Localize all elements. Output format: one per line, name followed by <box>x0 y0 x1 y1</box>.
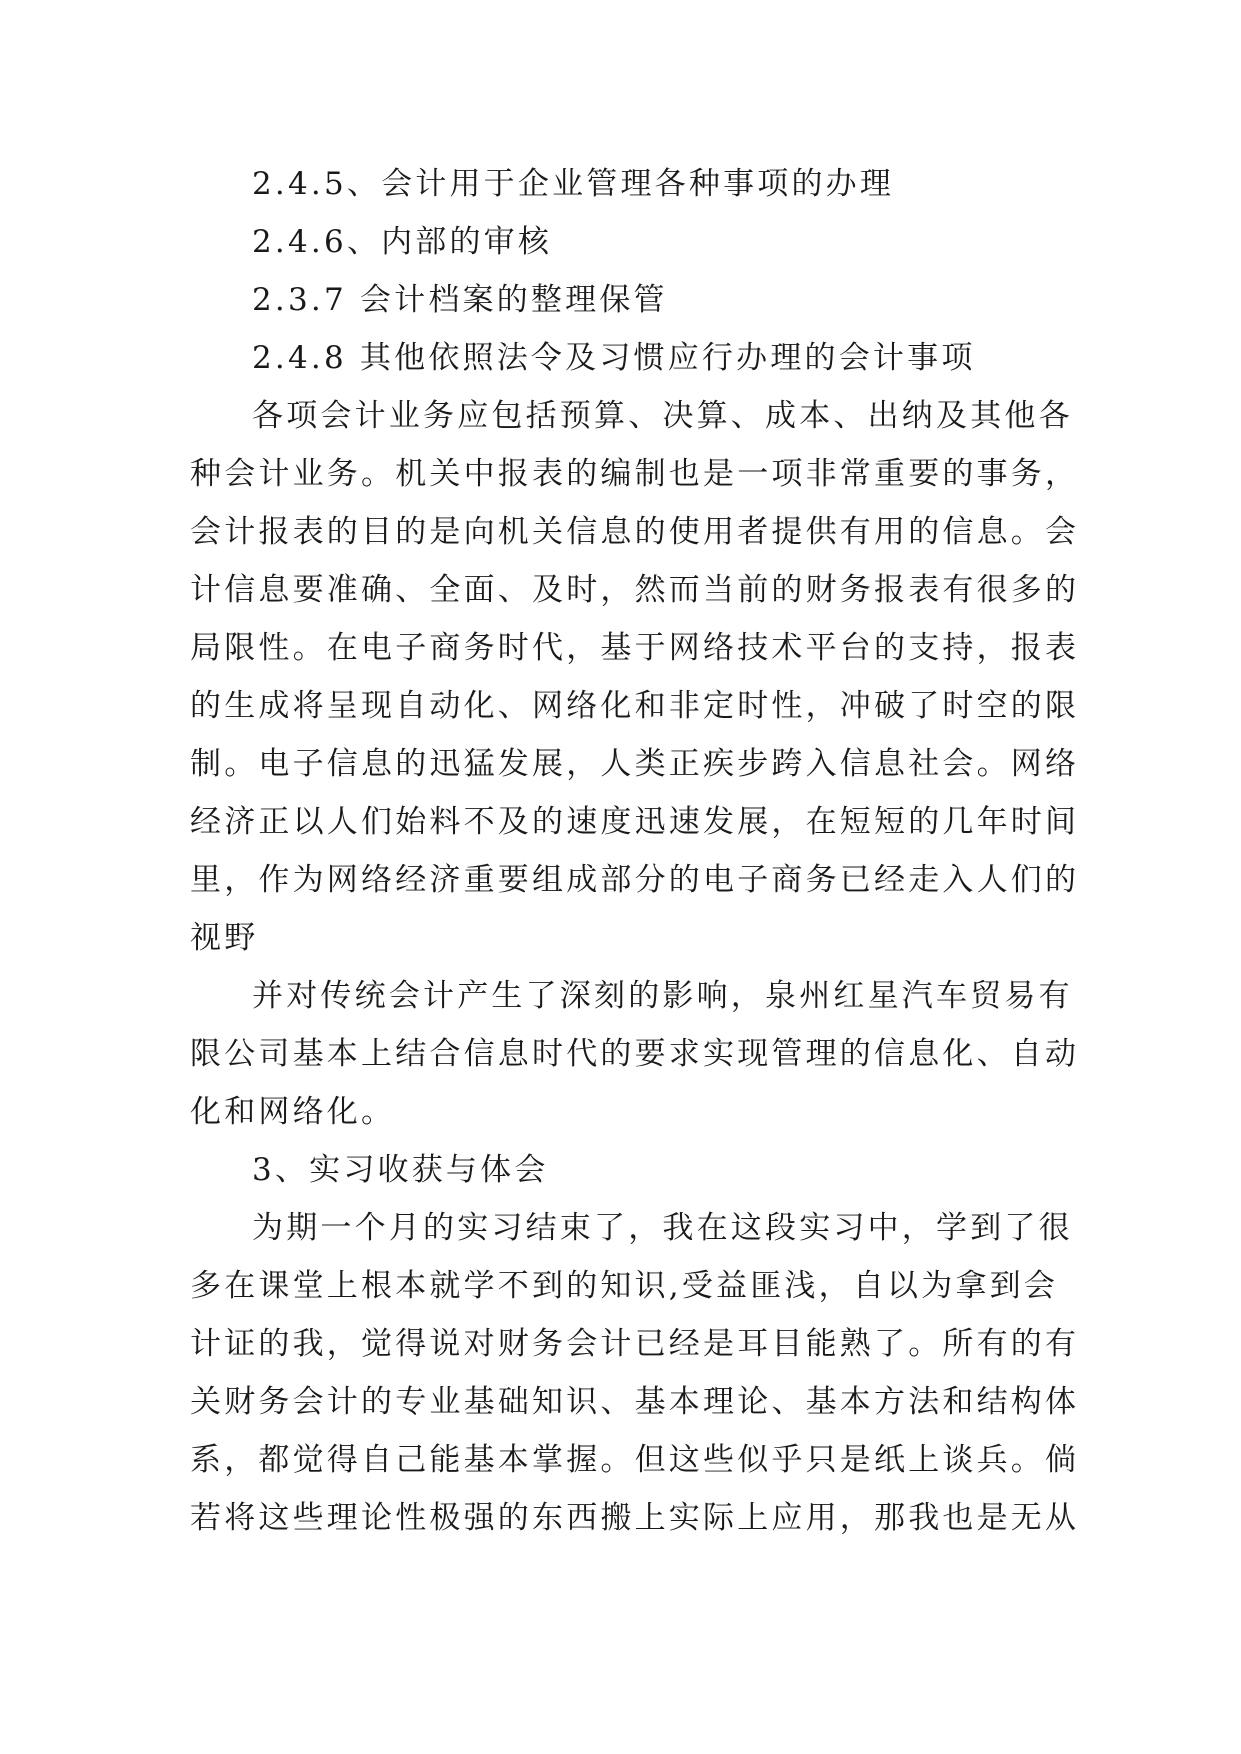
paragraph-line: 化和网络化。 <box>190 1094 396 1130</box>
paragraph-line: 种会计业务。机关中报表的编制也是一项非常重要的事务， <box>190 456 1080 492</box>
paragraph-line: 视野 <box>190 920 259 956</box>
paragraph-line: 各项会计业务应包括预算、决算、成本、出纳及其他各 <box>252 398 1073 434</box>
paragraph-line: 计证的我，觉得说对财务会计已经是耳目能熟了。所有的有 <box>190 1326 1080 1362</box>
section-heading-3: 3、实习收获与体会 <box>252 1152 549 1188</box>
heading-2-4-6: 2.4.6、内部的审核 <box>252 224 553 260</box>
paragraph-line: 的生成将呈现自动化、网络化和非定时性，冲破了时空的限 <box>190 688 1080 724</box>
paragraph-line: 里，作为网络经济重要组成部分的电子商务已经走入人们的 <box>190 862 1080 898</box>
paragraph-line: 为期一个月的实习结束了，我在这段实习中，学到了很 <box>252 1210 1073 1246</box>
paragraph-line: 并对传统会计产生了深刻的影响，泉州红星汽车贸易有 <box>252 978 1073 1014</box>
heading-2-4-8: 2.4.8 其他依照法令及习惯应行办理的会计事项 <box>252 340 976 376</box>
paragraph-line: 关财务会计的专业基础知识、基本理论、基本方法和结构体 <box>190 1384 1080 1420</box>
paragraph-line: 若将这些理论性极强的东西搬上实际上应用，那我也是无从 <box>190 1500 1080 1536</box>
paragraph-line: 经济正以人们始料不及的速度迅速发展，在短短的几年时间 <box>190 804 1080 840</box>
paragraph-line: 局限性。在电子商务时代，基于网络技术平台的支持，报表 <box>190 630 1080 666</box>
paragraph-line: 制。电子信息的迅猛发展，人类正疾步跨入信息社会。网络 <box>190 746 1080 782</box>
paragraph-line: 限公司基本上结合信息时代的要求实现管理的信息化、自动 <box>190 1036 1080 1072</box>
paragraph-line: 会计报表的目的是向机关信息的使用者提供有用的信息。会 <box>190 514 1080 550</box>
paragraph-line: 多在课堂上根本就学不到的知识,受益匪浅，自以为拿到会 <box>190 1268 1059 1304</box>
heading-2-3-7: 2.3.7 会计档案的整理保管 <box>252 282 668 318</box>
paragraph-line: 计信息要准确、全面、及时，然而当前的财务报表有很多的 <box>190 572 1080 608</box>
heading-2-4-5: 2.4.5、会计用于企业管理各种事项的办理 <box>252 166 895 202</box>
paragraph-line: 系，都觉得自己能基本掌握。但这些似乎只是纸上谈兵。倘 <box>190 1442 1080 1478</box>
